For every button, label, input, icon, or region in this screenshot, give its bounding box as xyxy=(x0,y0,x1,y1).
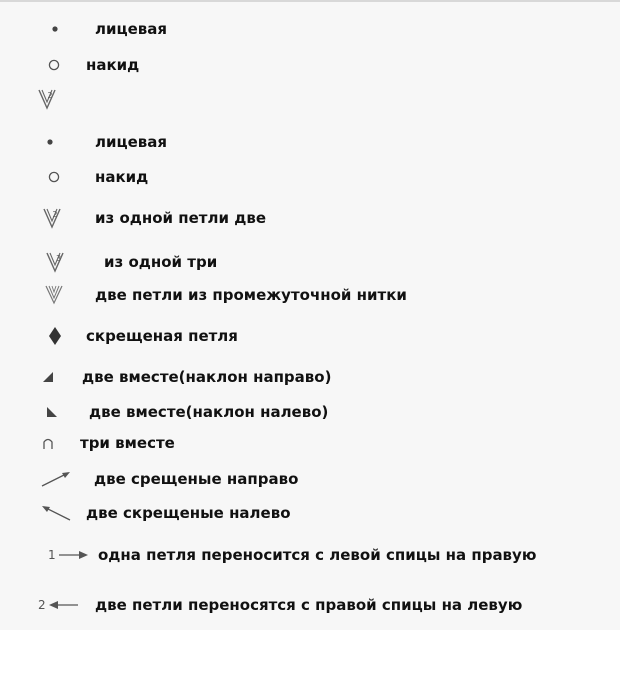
legend-label: две петли переносятся с правой спицы на левую xyxy=(95,596,523,614)
yarn-over-circle-icon xyxy=(36,162,72,192)
three-together-arch-icon xyxy=(30,428,66,458)
legend-label: две вместе(наклон направо) xyxy=(82,368,332,386)
increase-three-v-icon xyxy=(37,247,73,277)
k2tog-left-triangle-icon xyxy=(34,397,70,427)
legend-label: две срещеные направо xyxy=(94,470,299,488)
svg-text:3: 3 xyxy=(56,254,62,263)
legend-row-knit xyxy=(0,127,620,157)
legend-row-yarn-over xyxy=(0,162,620,192)
legend-row-k2tog-right xyxy=(0,362,620,392)
legend-label: две скрещеные налево xyxy=(86,504,291,522)
legend-label: три вместе xyxy=(80,434,175,452)
legend-label: лицевая xyxy=(95,20,168,38)
increase-two-v-icon xyxy=(34,203,70,233)
svg-text:2: 2 xyxy=(47,91,53,100)
legend-label: лицевая xyxy=(95,133,168,151)
legend-label: из одной три xyxy=(104,253,218,271)
legend-row-cross-right xyxy=(0,464,620,494)
legend-row-increase-two xyxy=(0,203,620,233)
yarn-over-circle-icon xyxy=(36,50,72,80)
legend-label: накид xyxy=(86,56,140,74)
crossed-stitch-diamond-icon xyxy=(37,321,73,351)
two-from-strand-v-icon xyxy=(36,280,72,310)
one-to-right-arrow-icon xyxy=(48,540,92,570)
svg-text:2: 2 xyxy=(38,598,46,612)
legend-row-k2tog-left xyxy=(0,397,620,427)
knit-dot-icon xyxy=(32,127,68,157)
legend-label: одна петля переносится с левой спицы на правую xyxy=(98,546,537,564)
knit-dot-icon xyxy=(37,14,73,44)
legend-row-crossed-stitch xyxy=(0,321,620,351)
svg-text:1: 1 xyxy=(48,548,56,562)
increase-two-v-icon xyxy=(29,84,65,114)
legend-label: из одной петли две xyxy=(95,209,266,227)
legend-row-two-from-strand xyxy=(0,280,620,310)
legend-label: две вместе(наклон налево) xyxy=(89,403,329,421)
cross-left-arrow-icon xyxy=(38,498,74,528)
two-to-left-arrow-icon xyxy=(38,590,82,620)
legend-row-increase-three xyxy=(0,247,620,277)
legend-row-knit xyxy=(0,14,620,44)
legend-row-two-to-left xyxy=(0,590,620,620)
k2tog-right-triangle-icon xyxy=(30,362,66,392)
legend-row-increase-two-unlabeled xyxy=(0,84,620,114)
legend-row-one-to-right xyxy=(0,540,620,570)
legend-label: скрещеная петля xyxy=(86,327,238,345)
legend-label: накид xyxy=(95,168,149,186)
svg-text:2: 2 xyxy=(52,210,58,219)
legend-row-three-together xyxy=(0,428,620,458)
legend-row-yarn-over xyxy=(0,50,620,80)
cross-right-arrow-icon xyxy=(38,464,74,494)
legend-label: две петли из промежуточной нитки xyxy=(95,286,407,304)
legend-row-cross-left xyxy=(0,498,620,528)
